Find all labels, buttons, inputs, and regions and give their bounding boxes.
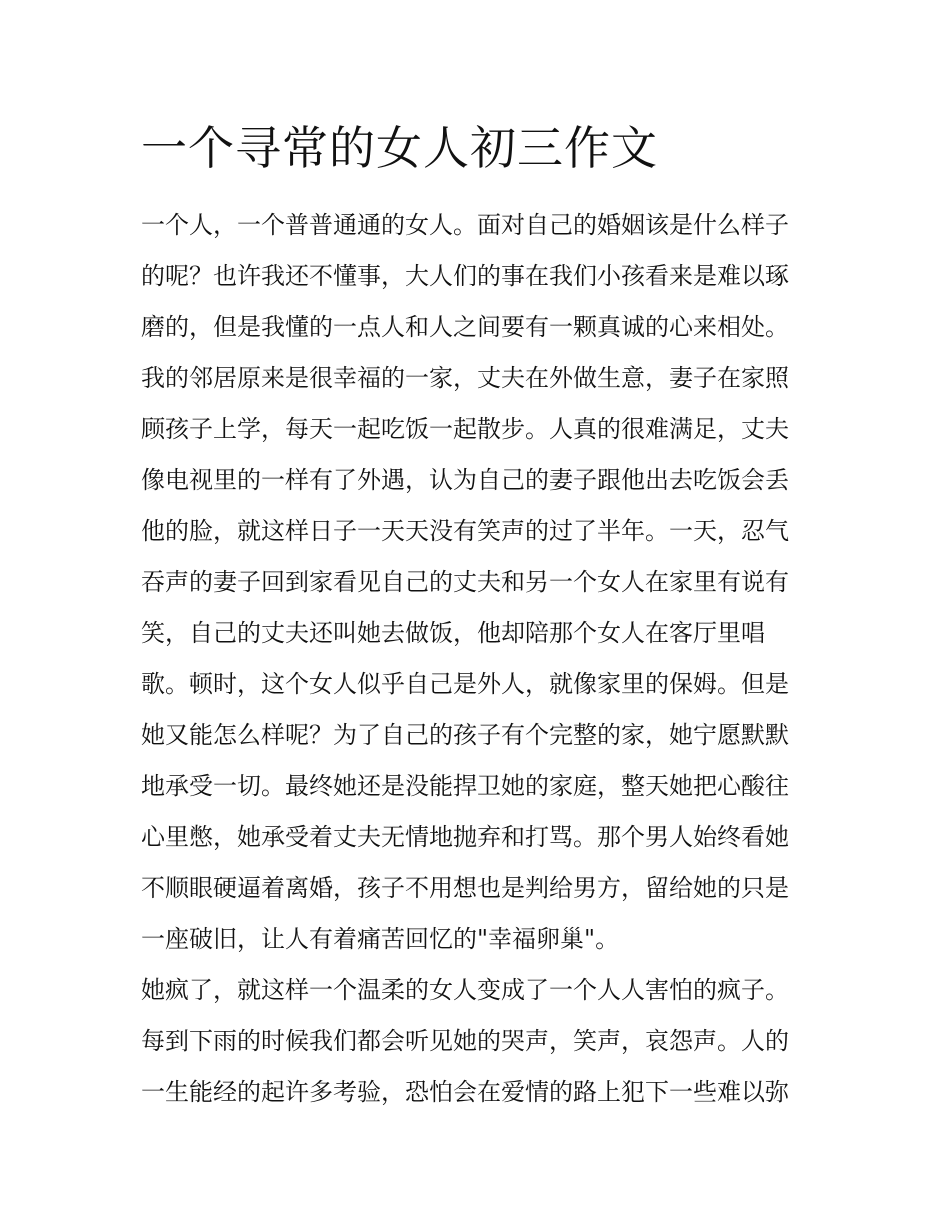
- body-line: 心里憋，她承受着丈夫无情地抛弃和打骂。那个男人始终看她: [141, 823, 789, 851]
- body-line: 的呢？也许我还不懂事，大人们的事在我们小孩看来是难以琢: [141, 262, 789, 290]
- body-line: 不顺眼硬逼着离婚，孩子不用想也是判给男方，留给她的只是: [141, 874, 789, 902]
- body-line: 每到下雨的时候我们都会听见她的哭声，笑声，哀怨声。人的: [141, 1027, 789, 1055]
- body-line: 像电视里的一样有了外遇，认为自己的妻子跟他出去吃饭会丢: [141, 466, 789, 494]
- body-line: 吞声的妻子回到家看见自己的丈夫和另一个女人在家里有说有: [141, 568, 789, 596]
- body-line: 他的脸，就这样日子一天天没有笑声的过了半年。一天，忍气: [141, 517, 789, 545]
- body-line: 我的邻居原来是很幸福的一家，丈夫在外做生意，妻子在家照: [141, 364, 789, 392]
- document-title: 一个寻常的女人初三作文: [141, 121, 658, 175]
- body-line: 她疯了，就这样一个温柔的女人变成了一个人人害怕的疯子。: [141, 976, 789, 1004]
- body-line: 一生能经的起许多考验，恐怕会在爱情的路上犯下一些难以弥: [141, 1078, 789, 1106]
- body-line: 地承受一切。最终她还是没能捍卫她的家庭，整天她把心酸往: [141, 772, 789, 800]
- document-page: [141, 118, 813, 1118]
- document-body: [141, 200, 813, 1118]
- body-line: 她又能怎么样呢？为了自己的孩子有个完整的家，她宁愿默默: [141, 721, 789, 749]
- body-line: 歌。顿时，这个女人似乎自己是外人，就像家里的保姆。但是: [141, 670, 789, 698]
- body-line: 磨的，但是我懂的一点人和人之间要有一颗真诚的心来相处。: [141, 313, 789, 341]
- body-line: 一个人，一个普普通通的女人。面对自己的婚姻该是什么样子: [141, 211, 789, 239]
- body-line: 顾孩子上学，每天一起吃饭一起散步。人真的很难满足，丈夫: [141, 415, 789, 443]
- body-line: 一座破旧，让人有着痛苦回忆的"幸福卵巢"。: [141, 925, 620, 953]
- body-line: 笑，自己的丈夫还叫她去做饭，他却陪那个女人在客厅里唱: [141, 619, 765, 647]
